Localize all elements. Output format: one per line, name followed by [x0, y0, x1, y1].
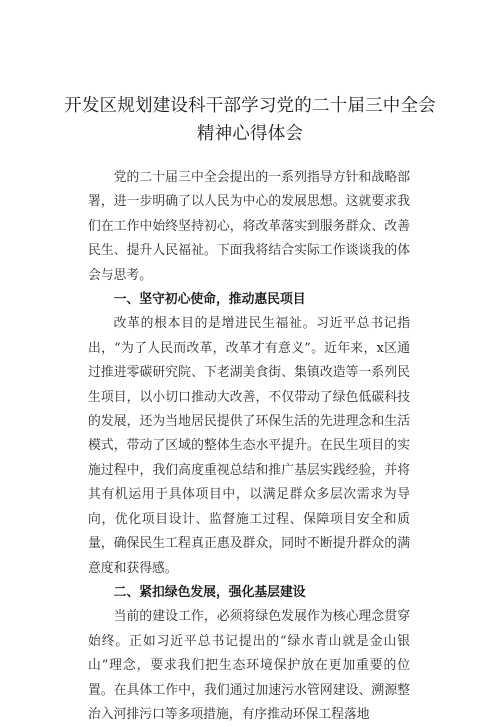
section-paragraph-2: 当前的建设工作，必须将绿色发展作为核心理念贯穿始终。正如习近平总书记提出的“绿水青山就是金山银山”理念，要求我们把生态环境保护放在更加重要的位置。在具体工作中，我们通过加速污水管网建设、溯源整治入河排污口等多项措施，有序推动环保工程落地: [88, 609, 410, 722]
document-title: 开发区规划建设科干部学习党的二十届三中全会精神心得体会: [64, 96, 436, 144]
intro-paragraph: 党的二十届三中全会提出的一系列指导方针和战略部署，进一步明确了以人民为中心的发展思想。这就要求我们在工作中始终坚持初心，将改革落实到服务群众、改善民生、提升人民福祉。下面我将结合实际工作谈谈我的体会与思考。: [88, 170, 410, 283]
section-paragraph-1: 改革的根本目的是增进民生福祉。习近平总书记指出，“为了人民而改革，改革才有意义”。近年来，x区通过推进零碳研究院、下老湖美食街、集镇改造等一系列民生项目，以小切口推动大改善，不仅带动了绿色低碳科技的发展，还为当地居民提供了环保生活的先进理念和生活模式，带动了区域的整体生态水平提升。在民生项目的实施过程中，我们高度重视总结和推广基层实践经验，并将其有机运用于具体项目中，以满足群众多层次需求为导向，优化项目设计、监督施工过程、保障项目安全和质量，确保民生工程真正惠及群众，同时不断提升群众的满意度和获得感。: [88, 316, 410, 576]
document-body: [88, 166, 410, 727]
section-heading-1: 一、坚守初心使命，推动惠民项目: [113, 292, 306, 308]
section-heading-2: 二、紧扣绿色发展，强化基层建设: [113, 584, 306, 600]
